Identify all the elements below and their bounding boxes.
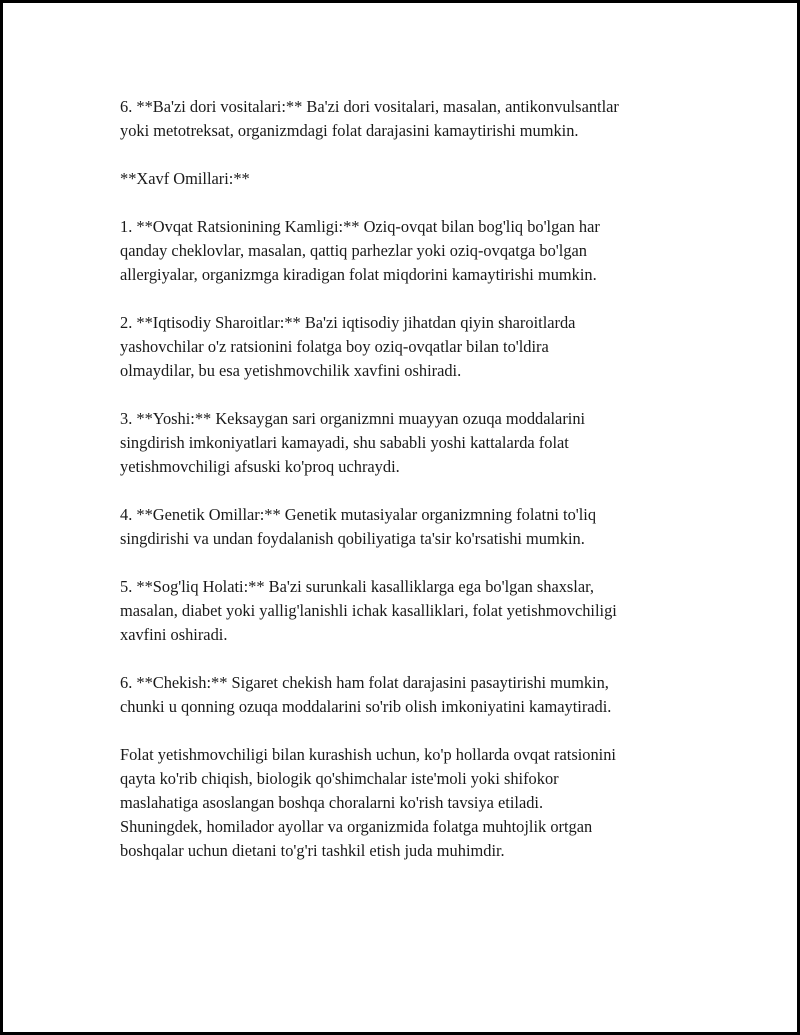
paragraph-health: 5. **Sog'liq Holati:** Ba'zi surunkali kasalliklarga ega bo'lgan shaxslar, masalan, diabet yoki yallig'lanishli ichak kasalliklari, folat yetishmovchiligi xavfini oshiradi. — [120, 577, 617, 644]
paragraph-conclusion: Folat yetishmovchiligi bilan kurashish uchun, ko'p hollarda ovqat ratsionini qayta ko'rib chiqish, biologik qo'shimchalar iste'moli yoki shifokor maslahatiga asoslangan boshqa choralarni ko'rish tavsiya etiladi. Shuningdek, homilador ayollar va organizmida folatga muhtojlik ortgan boshqalar uchun dietani to'g'ri tashkil etish juda muhimdir. — [120, 745, 616, 860]
paragraph-smoking: 6. **Chekish:** Sigaret chekish ham folat darajasini pasaytirishi mumkin, chunki u qonning ozuqa moddalarini so'rib olish imkoniyatini kamaytiradi. — [120, 673, 612, 716]
paragraph-economic: 2. **Iqtisodiy Sharoitlar:** Ba'zi iqtisodiy jihatdan qiyin sharoitlarda yashovchilar o'z ratsionini folatga boy oziq-ovqatlar bilan to'ldira olmaydilar, bu esa yetishmovchilik xavfini oshiradi. — [120, 313, 576, 380]
paragraph-age: 3. **Yoshi:** Keksaygan sari organizmni muayyan ozuqa moddalarini singdirish imkoniyatlari kamayadi, shu sababli yoshi kattalarda folat yetishmovchiligi afsuski ko'proq uchraydi. — [120, 409, 586, 476]
paragraph-genetic: 4. **Genetik Omillar:** Genetik mutasiyalar organizmning folatni to'liq singdirishi va undan foydalanish qobiliyatiga ta'sir ko'rsatishi mumkin. — [120, 505, 597, 548]
heading-risk-factors: **Xavf Omillari:** — [120, 169, 250, 188]
paragraph-diet: 1. **Ovqat Ratsionining Kamligi:** Oziq-ovqat bilan bog'liq bo'lgan har qanday cheklovlar, masalan, qattiq parhezlar yoki oziq-ovqatga bo'lgan allergiyalar, organizmga kiradigan folat miqdorini kamaytirishi mumkin. — [120, 217, 600, 284]
document-body — [120, 95, 700, 887]
paragraph-medications: 6. **Ba'zi dori vositalari:** Ba'zi dori vositalari, masalan, antikonvulsantlar yoki metotreksat, organizmdagi folat darajasini kamaytirishi mumkin. — [120, 97, 619, 140]
